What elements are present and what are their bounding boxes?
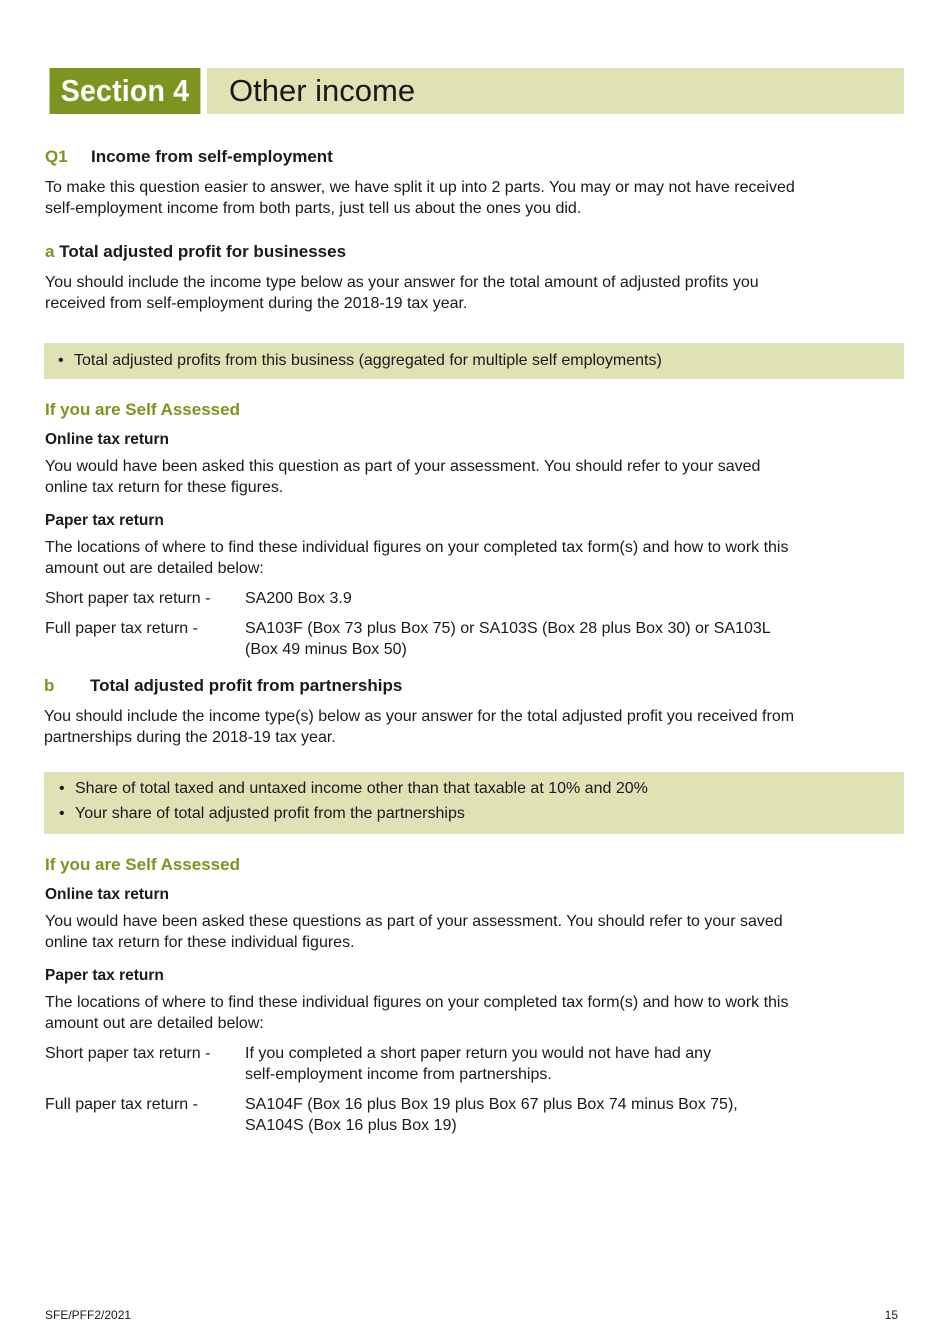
- full-return-line: SA104F (Box 16 plus Box 19 plus Box 67 plus Box 74 minus Box 75),: [245, 1096, 738, 1113]
- part-a-intro: [45, 272, 900, 314]
- part-b-online-line: online tax return for these individual figures.: [45, 934, 355, 951]
- part-a-title: Total adjusted profit for businesses: [59, 242, 347, 261]
- full-return-line: SA103F (Box 73 plus Box 75) or SA103S (Box 28 plus Box 30) or SA103L: [245, 620, 771, 637]
- q1-intro-line: To make this question easier to answer, we have split it up into 2 parts. You may or may not have received: [45, 179, 795, 196]
- section-title: Other income: [207, 68, 904, 114]
- q1-heading: [45, 146, 333, 168]
- part-a-paper-text: [45, 537, 900, 579]
- part-a-letter: a: [45, 242, 55, 261]
- part-a-online-heading: Online tax return: [45, 431, 170, 448]
- q1-title: Income from self-employment: [91, 147, 333, 166]
- short-return-label: Short paper tax return -: [45, 590, 211, 607]
- part-b-intro: [44, 706, 899, 748]
- part-a-self-assessed-heading: If you are Self Assessed: [45, 400, 240, 419]
- part-b-income-box: [44, 772, 904, 834]
- part-a-intro-line: received from self-employment during the 2018-19 tax year.: [45, 295, 468, 312]
- part-a-online-line: online tax return for these figures.: [45, 479, 284, 496]
- section-header: [43, 68, 904, 114]
- short-return-label: Short paper tax return -: [45, 1045, 211, 1062]
- part-b-paper-heading: Paper tax return: [45, 967, 164, 984]
- part-b-title: Total adjusted profit from partnerships: [90, 676, 403, 695]
- full-return-line: SA104S (Box 16 plus Box 19): [245, 1117, 457, 1134]
- part-b-full-return-row: [45, 1094, 865, 1136]
- part-b-intro-line: You should include the income type(s) below as your answer for the total adjusted profit you received from: [44, 708, 795, 725]
- full-return-value: [245, 618, 865, 660]
- short-return-value: [245, 588, 865, 609]
- footer-doc-code: SFE/PFF2/2021: [45, 1308, 132, 1322]
- part-b-self-assessed-heading: If you are Self Assessed: [45, 855, 240, 874]
- part-a-intro-line: You should include the income type below as your answer for the total amount of adjusted profits you: [45, 274, 759, 291]
- short-return-line: If you completed a short paper return you would not have had any: [245, 1045, 712, 1062]
- part-a-paper-line: The locations of where to find these individual figures on your completed tax form(s) and how to work this: [45, 539, 789, 556]
- part-a-paper-heading: Paper tax return: [45, 512, 164, 529]
- part-b-intro-line: partnerships during the 2018-19 tax year.: [44, 729, 336, 746]
- full-return-value: [245, 1094, 865, 1136]
- q1-intro-line: self-employment income from both parts, just tell us about the ones you did.: [45, 200, 582, 217]
- section-label: Section 4: [50, 68, 201, 114]
- full-return-label: Full paper tax return -: [45, 620, 198, 637]
- part-a-online-text: [45, 456, 900, 498]
- part-a-paper-line: amount out are detailed below:: [45, 560, 264, 577]
- part-b-online-line: You would have been asked these questions as part of your assessment. You should refer to your saved: [45, 913, 783, 930]
- part-a-short-return-row: [45, 588, 865, 609]
- q1-number: Q1: [45, 147, 68, 166]
- part-b-online-heading: Online tax return: [45, 886, 170, 903]
- part-b-paper-text: [45, 992, 900, 1034]
- part-a-heading: [45, 241, 346, 263]
- full-return-line: (Box 49 minus Box 50): [245, 641, 407, 658]
- part-b-paper-line: amount out are detailed below:: [45, 1015, 264, 1032]
- part-b-bullet: • Share of total taxed and untaxed income other than that taxable at 10% and 20%: [59, 776, 904, 801]
- part-b-heading: [44, 675, 402, 697]
- short-return-value: [245, 1043, 865, 1085]
- part-b-bullet: • Your share of total adjusted profit from the partnerships: [59, 801, 904, 826]
- full-return-label: Full paper tax return -: [45, 1096, 198, 1113]
- part-b-online-text: [45, 911, 900, 953]
- short-return-line: SA200 Box 3.9: [245, 590, 352, 607]
- short-return-line: self-employment income from partnerships.: [245, 1066, 552, 1083]
- part-a-bullet: • Total adjusted profits from this business (aggregated for multiple self employments): [58, 348, 904, 373]
- part-a-income-box: [44, 343, 904, 379]
- part-a-full-return-row: [45, 618, 865, 660]
- part-b-paper-line: The locations of where to find these individual figures on your completed tax form(s) and how to work this: [45, 994, 789, 1011]
- q1-intro: [45, 177, 900, 219]
- part-b-short-return-row: [45, 1043, 865, 1085]
- part-b-letter: b: [44, 676, 55, 695]
- footer-page-number: 15: [884, 1308, 898, 1322]
- part-a-online-line: You would have been asked this question as part of your assessment. You should refer to your saved: [45, 458, 761, 475]
